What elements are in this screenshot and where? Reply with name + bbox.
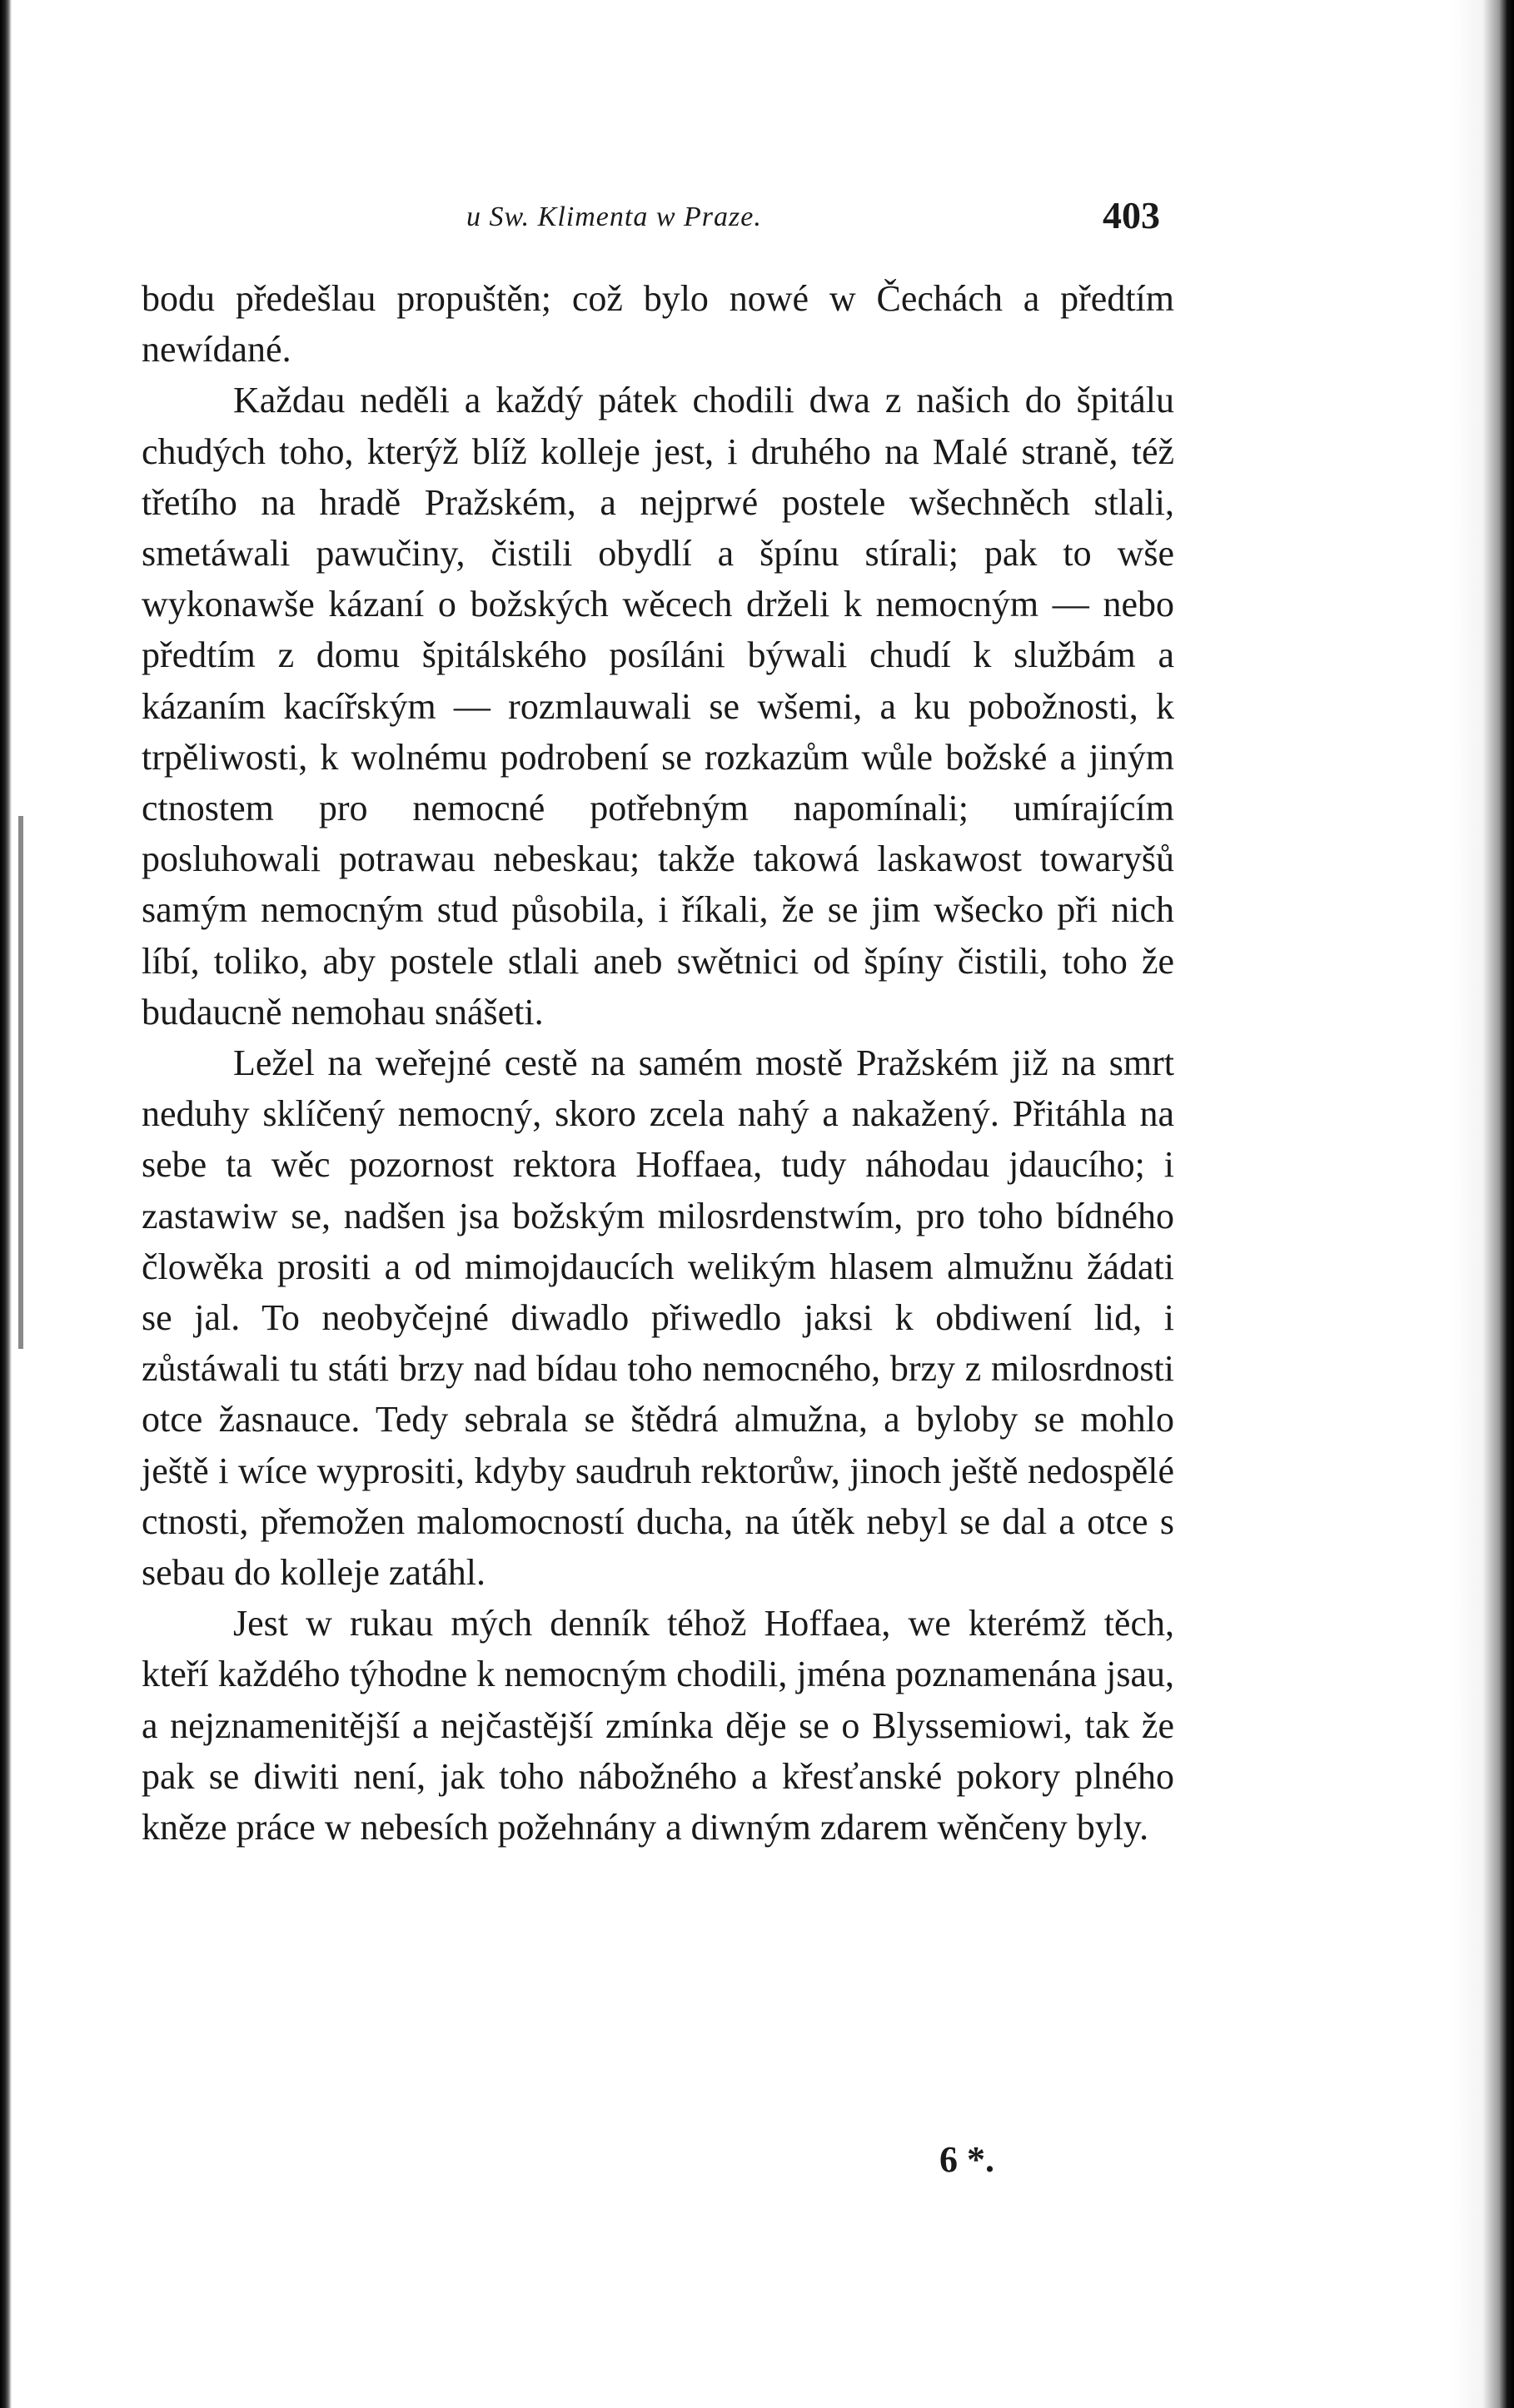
body-text <box>142 273 1174 1853</box>
paragraph-4: Jest w rukau mých denník téhož Hoffaea, we kterémž těch, kteří každého týhodne k nemocným chodili, jména poznamenána jsau, a nejznamenitější a nejčastější zmínka děje se o Blyssemiowi, tak že pak se diwiti není, jak toho nábožného a křesťanské pokory plného kněze práce w nebesích požehnány a diwným zdarem wěnčeny byly. <box>142 1603 1174 1848</box>
paragraph-1: bodu předešlau propuštěn; což bylo nowé w Čechách a předtím newídané. <box>142 278 1174 371</box>
page-edge-right <box>1449 0 1514 2408</box>
page-edge-left <box>0 0 12 2408</box>
paragraph-2: Každau neděli a každý pátek chodili dwa z našich do špitálu chudých toho, kterýž blíž kolleje jest, i druhého na Malé straně, též třetího na hradě Pražském, a nejprwé postele wšechněch stlali, smetáwali pawučiny, čistili obydlí a špínu stírali; pak to wše wykonawše kázaní o božských wěcech drželi k nemocným — nebo předtím z domu špitálského posíláni býwali chudí k službám a kázaním kacířským — rozmlauwali se wšemi, a ku pobožnosti, k trpěliwosti, k wolnému podrobení se rozkazům wůle božské a jiným ctnostem pro nemocné potřebným napomínali; umírajícím posluhowali potrawau nebeskau; takže takowá laskawost towaryšů samým nemocným stud působila, i říkali, že se jim wšecko při nich líbí, toliko, aby postele stlali aneb swětnici od špíny čistili, toho že budaucně nemohau snášeti. <box>142 380 1174 1032</box>
page-header <box>0 193 1514 243</box>
paragraph-3: Ležel na weřejné cestě na samém mostě Pražském již na smrt neduhy sklíčený nemocný, skoro zcela nahý a nakažený. Přitáhla na sebe ta wěc pozornost rektora Hoffaea, tudy náhodau jdaucího; i zastawiw se, nadšen jsa božským milosrdenstwím, pro toho bídného člowěka prositi a od mimojdaucích welikým hlasem almužnu žádati se jal. To neobyčejné diwadlo přiwedlo jaksi k obdiwení lid, i zůstáwali tu státi brzy nad bídau toho nemocného, brzy z milosrdnosti otce žasnauce. Tedy sebrala se štědrá almužna, a byloby se mohlo ještě i wíce wyprositi, kdyby saudruh rektorůw, jinoch ještě nedospělé ctnosti, přemožen malomocností ducha, na útěk nebyl se dal a otce s sebau do kolleje zatáhl. <box>142 1042 1174 1594</box>
margin-rule <box>18 816 23 1349</box>
page-number: 403 <box>1103 194 1160 236</box>
signature-mark: 6 *. <box>939 2139 994 2180</box>
running-head: u Sw. Klimenta w Praze. <box>466 201 762 232</box>
